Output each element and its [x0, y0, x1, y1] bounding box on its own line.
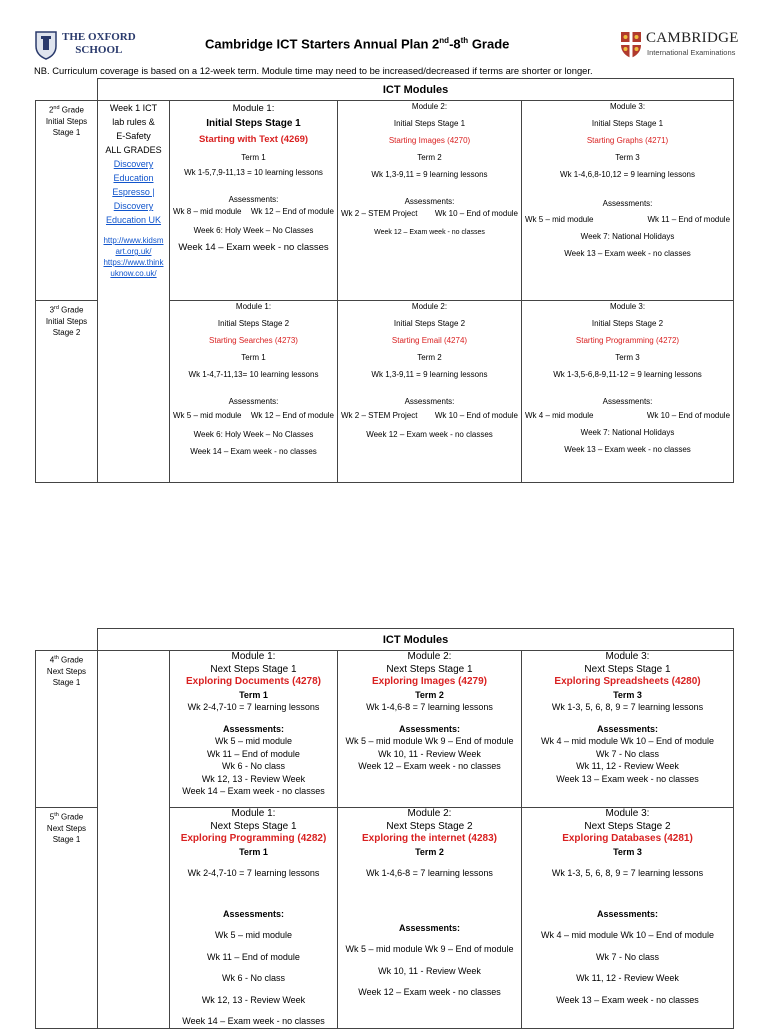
- module-cell: Module 2: Next Steps Stage 2 Exploring the internet (4283) Term 2 Wk 1-4,6-8 = 7 learning lessons Assessments: Wk 5 – mid module Wk 9 – End of module Wk 10, 11 - Review Week Week 12 – Exam week - no classes: [338, 808, 522, 1029]
- empty-cell: [98, 651, 170, 1029]
- page-header: [0, 0, 768, 66]
- ict-modules-table-1: [35, 78, 734, 483]
- discovery-education-link[interactable]: Discovery Education Espresso | Discovery Education UK: [105, 159, 162, 225]
- ict-modules-table-2: [35, 628, 734, 1029]
- table-row: [36, 101, 734, 301]
- module-cell: Module 3: Initial Steps Stage 1 Starting Graphs (4271) Term 3 Wk 1-4,6,8-10,12 = 9 learning lessons Assessments: Wk 5 – mid module Wk 11 – End of module Week 7: National Holidays Week 13 – Exam week - no classes: [522, 101, 734, 301]
- table1-heading: ICT Modules: [98, 79, 734, 101]
- page-title: Cambridge ICT Starters Annual Plan 2nd-8th Grade: [205, 36, 510, 52]
- module-cell: Module 1: Initial Steps Stage 1 Starting with Text (4269) Term 1 Wk 1-5,7,9-11,13 = 10 learning lessons Assessments: Wk 8 – mid module Wk 12 – End of module Week 6: Holy Week – No Classes Week 14 – Exam week - no classes: [170, 101, 338, 301]
- module-cell: Module 1: Next Steps Stage 1 Exploring Programming (4282) Term 1 Wk 2-4,7-10 = 7 learning lessons Assessments: Wk 5 – mid module Wk 11 – End of module Wk 6 - No class Wk 12, 13 - Review Week Week 14 – Exam week - no classes: [170, 808, 338, 1029]
- cambridge-subtitle: International Examinations: [647, 48, 736, 57]
- grade-label-4th: 4th Grade Next Steps Stage 1: [36, 651, 98, 808]
- grade-label-3rd: 3rd Grade Initial Steps Stage 2: [36, 301, 98, 483]
- cambridge-logo: [620, 30, 740, 62]
- module-cell: Module 2: Initial Steps Stage 2 Starting Email (4274) Term 2 Wk 1,3-9,11 = 9 learning lessons Assessments: Wk 2 – STEM Project Wk 10 – End of module Week 12 – Exam week - no classes: [338, 301, 522, 483]
- school-name-line2: SCHOOL: [75, 44, 123, 56]
- week1-column: Week 1 ICT lab rules & E-Safety ALL GRADES Discovery Education Espresso | Discovery Education UK http://www.kidsmart.org.uk/ https://www.thinkuknow.co.uk/: [98, 101, 170, 483]
- module-cell: Module 1: Initial Steps Stage 2 Starting Searches (4273) Term 1 Wk 1-4,7-11,13= 10 learning lessons Assessments: Wk 5 – mid module Wk 12 – End of module Week 6: Holy Week – No Classes Week 14 – Exam week - no classes: [170, 301, 338, 483]
- cambridge-wordmark: CAMBRIDGE: [646, 30, 739, 46]
- grade-label-2nd: 2nd Grade Initial Steps Stage 1: [36, 101, 98, 301]
- kidsmart-link[interactable]: http://www.kidsmart.org.uk/: [103, 236, 164, 256]
- grade-label-5th: 5th Grade Next Steps Stage 1: [36, 808, 98, 1029]
- oxford-shield-icon: [34, 30, 58, 60]
- module-cell: Module 1: Next Steps Stage 1 Exploring Documents (4278) Term 1 Wk 2-4,7-10 = 7 learning lessons Assessments: Wk 5 – mid module Wk 11 – End of module Wk 6 - No class Wk 12, 13 - Review Week Week 14 – Exam week - no classes: [170, 651, 338, 808]
- module-cell: Module 3: Next Steps Stage 1 Exploring Spreadsheets (4280) Term 3 Wk 1-3, 5, 6, 8, 9 = 7 learning lessons Assessments: Wk 4 – mid module Wk 10 – End of module Wk 7 - No class Wk 11, 12 - Review Week Week 13 – Exam week - no classes: [522, 651, 734, 808]
- module-cell: Module 3: Initial Steps Stage 2 Starting Programming (4272) Term 3 Wk 1-3,5-6,8-9,11-12 = 9 learning lessons Assessments: Wk 4 – mid module Wk 10 – End of module Week 7: National Holidays Week 13 – Exam week - no classes: [522, 301, 734, 483]
- module-cell: Module 3: Next Steps Stage 2 Exploring Databases (4281) Term 3 Wk 1-3, 5, 6, 8, 9 = 7 learning lessons Assessments: Wk 4 – mid module Wk 10 – End of module Wk 7 - No class Wk 11, 12 - Review Week Week 13 – Exam week - no classes: [522, 808, 734, 1029]
- thinkuknow-link[interactable]: https://www.thinkuknow.co.uk/: [103, 258, 164, 278]
- cambridge-shield-icon: [620, 31, 642, 59]
- table2-heading: ICT Modules: [98, 629, 734, 651]
- module-cell: Module 2: Initial Steps Stage 1 Starting Images (4270) Term 2 Wk 1,3-9,11 = 9 learning lessons Assessments: Wk 2 – STEM Project Wk 10 – End of module Week 12 – Exam week - no classes: [338, 101, 522, 301]
- module-cell: Module 2: Next Steps Stage 1 Exploring Images (4279) Term 2 Wk 1-4,6-8 = 7 learning lessons Assessments: Wk 5 – mid module Wk 9 – End of module Wk 10, 11 - Review Week Week 12 – Exam week - no classes: [338, 651, 522, 808]
- school-name-line1: THE OXFORD: [62, 31, 136, 43]
- oxford-school-logo: [34, 30, 138, 60]
- table-row: [36, 651, 734, 808]
- curriculum-note: NB. Curriculum coverage is based on a 12-week term. Module time may need to be increased/decreased if terms are shorter or longer.: [34, 65, 593, 76]
